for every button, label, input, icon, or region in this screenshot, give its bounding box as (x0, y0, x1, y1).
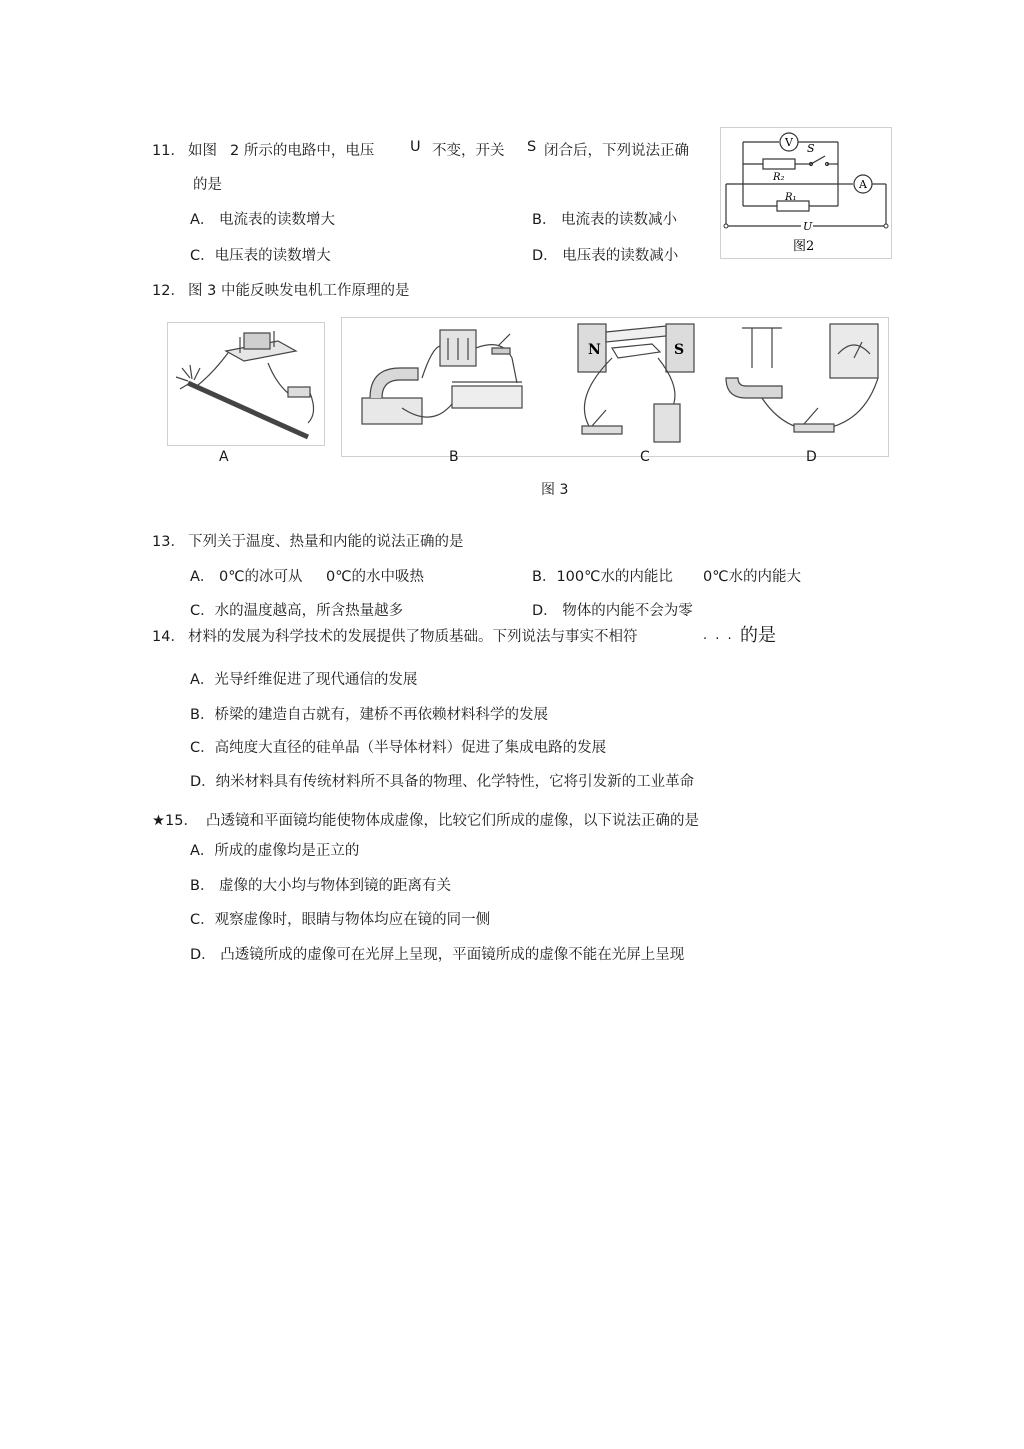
q13-number: 13． (152, 534, 185, 550)
figure-3-panels-bcd (341, 317, 889, 457)
q15-number: ★15． (152, 813, 198, 829)
q11-number: 11． (152, 143, 185, 159)
figure-3-label-b: B (449, 449, 459, 465)
q15-option-d: D． 凸透镜所成的虚像可在光屏上呈现，平面镜所成的虚像不能在光屏上呈现 (190, 947, 685, 963)
voltmeter-label: V (785, 136, 793, 149)
q11-text-line2: 的是 (193, 177, 222, 193)
q13-option-d: D． 物体的内能不会为零 (532, 603, 693, 619)
q11-text-part1: 如图 (188, 143, 217, 159)
q12-text: 图 3 中能反映发电机工作原理的是 (188, 283, 410, 299)
q14-emphasis-dots: . . . (703, 628, 734, 643)
q13-text: 下列关于温度、热量和内能的说法正确的是 (188, 534, 464, 550)
figure-3-label-a: A (219, 449, 229, 465)
voltage-label: U (803, 220, 813, 233)
q14-option-d: D．纳米材料具有传统材料所不具备的物理、化学特性，它将引发新的工业革命 (190, 774, 695, 790)
q15-text: 凸透镜和平面镜均能使物体成虚像，比较它们所成的虚像，以下说法正确的是 (206, 813, 699, 829)
q13-option-a-part1: A． 0℃的冰可从 (190, 569, 303, 585)
q11-text-part4: 不变，开关 (432, 143, 505, 159)
switch-label: S (807, 142, 815, 155)
q13-option-c: C．水的温度越高，所含热量越多 (190, 603, 404, 619)
q14-option-b: B．桥梁的建造自古就有，建桥不再依赖材料科学的发展 (190, 707, 548, 723)
q11-option-d: D． 电压表的读数减小 (532, 248, 679, 264)
figure-3-caption: 图 3 (541, 482, 569, 498)
q15-option-c: C．观察虚像时，眼睛与物体均应在镜的同一侧 (190, 912, 491, 928)
r1-label: R₁ (785, 192, 797, 203)
q11-text-part5: S (527, 139, 537, 155)
figure-3-label-d: D (806, 449, 817, 465)
magnet-south-label: S (674, 342, 685, 358)
q14-text: 材料的发展为科学技术的发展提供了物质基础。下列说法与事实不相符 (188, 629, 638, 645)
q15-option-a: A．所成的虚像均是正立的 (190, 843, 360, 859)
figure-3-label-c: C (640, 449, 650, 465)
q11-option-a: A． 电流表的读数增大 (190, 212, 336, 228)
q14-number: 14． (152, 629, 185, 645)
q14-option-c: C．高纯度大直径的硅单晶（半导体材料）促进了集成电路的发展 (190, 740, 607, 756)
q14-option-a: A．光导纤维促进了现代通信的发展 (190, 672, 418, 688)
q15-option-b: B． 虚像的大小均与物体到镜的距离有关 (190, 878, 452, 894)
figure-3-panel-a (167, 322, 325, 446)
q12-number: 12． (152, 283, 185, 299)
q11-option-c: C．电压表的读数增大 (190, 248, 331, 264)
q13-option-a-part2: 0℃的水中吸热 (326, 569, 425, 585)
q14-text-tail: 的是 (740, 625, 776, 646)
q13-option-b-part1: B．100℃水的内能比 (532, 569, 673, 585)
r2-label: R₂ (773, 172, 785, 183)
magnet-north-label: N (588, 342, 601, 358)
q11-text-part3: U (410, 139, 421, 155)
q11-option-b: B． 电流表的读数减小 (532, 212, 678, 228)
figure-2-circuit (720, 127, 892, 259)
q13-option-b-part2: 0℃水的内能大 (703, 569, 802, 585)
ammeter-label: A (859, 178, 867, 191)
q11-text-part6: 闭合后，下列说法正确 (544, 143, 689, 159)
figure-2-caption: 图2 (793, 239, 815, 254)
q11-text-part2: 2 所示的电路中，电压 (230, 143, 375, 159)
